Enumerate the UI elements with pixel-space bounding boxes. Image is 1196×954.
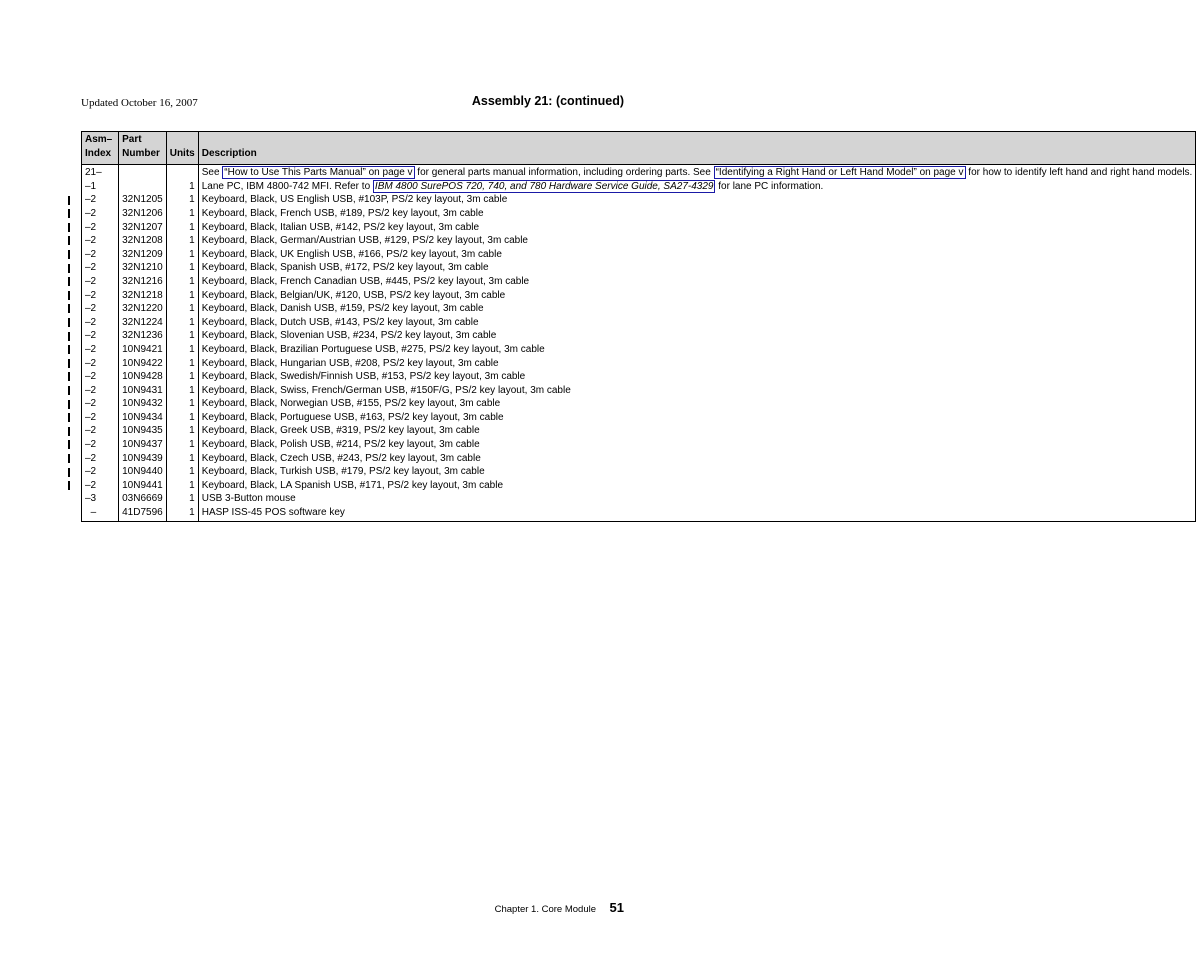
cell-desc: Keyboard, Black, US English USB, #103P, PS/2 key layout, 3m cable xyxy=(198,193,1196,207)
cell-units: 1 xyxy=(166,248,198,262)
revision-bar xyxy=(68,250,70,259)
revision-bar xyxy=(68,468,70,477)
table-row xyxy=(82,465,1196,479)
cell-asm: –2 xyxy=(82,343,119,357)
table-row xyxy=(82,234,1196,248)
table-header-row xyxy=(82,132,1196,165)
cell-asm: –2 xyxy=(82,316,119,330)
table-row xyxy=(82,289,1196,303)
cell-units: 1 xyxy=(166,329,198,343)
table-row xyxy=(82,302,1196,316)
table-row xyxy=(82,384,1196,398)
cell-units: 1 xyxy=(166,316,198,330)
cell-part: 32N1224 xyxy=(119,316,167,330)
header-asm-index: Asm– Index xyxy=(82,132,119,165)
cell-desc: Keyboard, Black, Belgian/UK, #120, USB, PS/2 key layout, 3m cable xyxy=(198,289,1196,303)
table-row xyxy=(82,492,1196,506)
cell-units: 1 xyxy=(166,424,198,438)
cell-desc: USB 3-Button mouse xyxy=(198,492,1196,506)
cell-desc: Keyboard, Black, LA Spanish USB, #171, PS/2 key layout, 3m cable xyxy=(198,479,1196,493)
cell-asm: –2 xyxy=(82,275,119,289)
table-row xyxy=(82,193,1196,207)
cell-units: 1 xyxy=(166,370,198,384)
cell-desc: Keyboard, Black, Greek USB, #319, PS/2 key layout, 3m cable xyxy=(198,424,1196,438)
cell-desc: Keyboard, Black, Swedish/Finnish USB, #153, PS/2 key layout, 3m cable xyxy=(198,370,1196,384)
revision-bar xyxy=(68,372,70,381)
cell-units: 1 xyxy=(166,506,198,521)
cell-asm: –2 xyxy=(82,452,119,466)
cell-part: 32N1216 xyxy=(119,275,167,289)
cell-part: 10N9439 xyxy=(119,452,167,466)
link-hardware-service-guide[interactable]: IBM 4800 SurePOS 720, 740, and 780 Hardware Service Guide, SA27-4329 xyxy=(374,180,714,192)
revision-bar xyxy=(68,291,70,300)
cell-units: 1 xyxy=(166,452,198,466)
cell-units: 1 xyxy=(166,207,198,221)
cell-asm: –2 xyxy=(82,302,119,316)
revision-bar xyxy=(68,332,70,341)
cell-desc: Keyboard, Black, Brazilian Portuguese USB, #275, PS/2 key layout, 3m cable xyxy=(198,343,1196,357)
cell-desc: Keyboard, Black, Hungarian USB, #208, PS/2 key layout, 3m cable xyxy=(198,357,1196,371)
cell-desc: Keyboard, Black, Spanish USB, #172, PS/2 key layout, 3m cable xyxy=(198,261,1196,275)
cell-part: 32N1220 xyxy=(119,302,167,316)
table-row xyxy=(82,479,1196,493)
cell-asm: –2 xyxy=(82,397,119,411)
cell-desc: Keyboard, Black, Portuguese USB, #163, PS/2 key layout, 3m cable xyxy=(198,411,1196,425)
cell-desc: Keyboard, Black, Polish USB, #214, PS/2 key layout, 3m cable xyxy=(198,438,1196,452)
cell-part: 10N9422 xyxy=(119,357,167,371)
cell-asm: –1 xyxy=(82,180,119,194)
table-row xyxy=(82,343,1196,357)
header-units: Units xyxy=(166,132,198,165)
header-description: Description xyxy=(198,132,1196,165)
cell-desc: Lane PC, IBM 4800-742 MFI. Refer to IBM 4800 SurePOS 720, 740, and 780 Hardware Service Guide, SA27-4329 for lane PC information. xyxy=(198,180,1196,194)
footer-chapter: Chapter 1. Core Module xyxy=(494,904,596,915)
cell-asm: –2 xyxy=(82,234,119,248)
cell-units: 1 xyxy=(166,302,198,316)
cell-units: 1 xyxy=(166,193,198,207)
header-part-number: Part Number xyxy=(119,132,167,165)
revision-bar xyxy=(68,209,70,218)
table-row xyxy=(82,248,1196,262)
cell-part: 03N6669 xyxy=(119,492,167,506)
cell-part: 32N1210 xyxy=(119,261,167,275)
cell-part xyxy=(119,165,167,180)
cell-part: 10N9428 xyxy=(119,370,167,384)
cell-part: 10N9440 xyxy=(119,465,167,479)
cell-desc: Keyboard, Black, French USB, #189, PS/2 key layout, 3m cable xyxy=(198,207,1196,221)
table-row xyxy=(82,329,1196,343)
cell-part: 10N9441 xyxy=(119,479,167,493)
cell-asm: –2 xyxy=(82,248,119,262)
cell-asm: – xyxy=(82,506,119,521)
cell-units: 1 xyxy=(166,343,198,357)
revision-bar xyxy=(68,413,70,422)
cell-part: 32N1205 xyxy=(119,193,167,207)
cell-desc: Keyboard, Black, Norwegian USB, #155, PS/2 key layout, 3m cable xyxy=(198,397,1196,411)
table-row xyxy=(82,397,1196,411)
cell-part: 10N9421 xyxy=(119,343,167,357)
cell-asm: –2 xyxy=(82,479,119,493)
cell-units: 1 xyxy=(166,465,198,479)
cell-asm: –2 xyxy=(82,221,119,235)
cell-part: 32N1218 xyxy=(119,289,167,303)
table-row xyxy=(82,357,1196,371)
cell-units: 1 xyxy=(166,275,198,289)
cell-units: 1 xyxy=(166,261,198,275)
revision-bar xyxy=(68,318,70,327)
cell-part: 32N1236 xyxy=(119,329,167,343)
cell-part: 10N9434 xyxy=(119,411,167,425)
table-row xyxy=(82,261,1196,275)
revision-bar xyxy=(68,427,70,436)
cell-part: 10N9435 xyxy=(119,424,167,438)
cell-desc: Keyboard, Black, German/Austrian USB, #129, PS/2 key layout, 3m cable xyxy=(198,234,1196,248)
revision-bar xyxy=(68,345,70,354)
revision-bar xyxy=(68,359,70,368)
table-row-lane-pc xyxy=(82,180,1196,194)
cell-desc: Keyboard, Black, Slovenian USB, #234, PS/2 key layout, 3m cable xyxy=(198,329,1196,343)
table-row xyxy=(82,207,1196,221)
cell-part: 41D7596 xyxy=(119,506,167,521)
link-right-left-hand[interactable]: “Identifying a Right Hand or Left Hand Model” on page v xyxy=(715,167,964,179)
table-row xyxy=(82,424,1196,438)
cell-desc: Keyboard, Black, Czech USB, #243, PS/2 key layout, 3m cable xyxy=(198,452,1196,466)
table-row xyxy=(82,370,1196,384)
table-row xyxy=(82,316,1196,330)
revision-bar xyxy=(68,440,70,449)
cell-asm: –2 xyxy=(82,411,119,425)
updated-date: Updated October 16, 2007 xyxy=(81,97,198,109)
cell-units: 1 xyxy=(166,492,198,506)
cell-part: 32N1209 xyxy=(119,248,167,262)
revision-bar xyxy=(68,277,70,286)
revision-bar xyxy=(68,196,70,205)
cell-units: 1 xyxy=(166,411,198,425)
cell-asm: –2 xyxy=(82,424,119,438)
section-title: Assembly 21: (continued) xyxy=(471,94,624,108)
cell-units: 1 xyxy=(166,384,198,398)
cell-asm: –2 xyxy=(82,384,119,398)
cell-units xyxy=(166,165,198,180)
cell-asm: 21– xyxy=(82,165,119,180)
table-row-intro xyxy=(82,165,1196,180)
cell-part xyxy=(119,180,167,194)
cell-asm: –2 xyxy=(82,438,119,452)
cell-part: 32N1206 xyxy=(119,207,167,221)
table-row xyxy=(82,411,1196,425)
table-row xyxy=(82,452,1196,466)
cell-units: 1 xyxy=(166,289,198,303)
cell-desc: HASP ISS-45 POS software key xyxy=(198,506,1196,521)
cell-asm: –2 xyxy=(82,261,119,275)
revision-bar xyxy=(68,264,70,273)
cell-units: 1 xyxy=(166,479,198,493)
revision-bar xyxy=(68,400,70,409)
cell-asm: –2 xyxy=(82,329,119,343)
link-parts-manual[interactable]: “How to Use This Parts Manual” on page v xyxy=(224,167,413,179)
cell-desc: Keyboard, Black, Italian USB, #142, PS/2 key layout, 3m cable xyxy=(198,221,1196,235)
cell-part: 10N9437 xyxy=(119,438,167,452)
table-row xyxy=(82,221,1196,235)
cell-part: 10N9432 xyxy=(119,397,167,411)
revision-bar xyxy=(68,386,70,395)
revision-bar xyxy=(68,304,70,313)
cell-asm: –2 xyxy=(82,289,119,303)
page-number: 51 xyxy=(609,900,624,915)
cell-desc: Keyboard, Black, Dutch USB, #143, PS/2 key layout, 3m cable xyxy=(198,316,1196,330)
cell-asm: –2 xyxy=(82,370,119,384)
cell-asm: –2 xyxy=(82,193,119,207)
cell-part: 32N1208 xyxy=(119,234,167,248)
cell-desc: Keyboard, Black, Danish USB, #159, PS/2 key layout, 3m cable xyxy=(198,302,1196,316)
revision-bar xyxy=(68,481,70,490)
revision-bar xyxy=(68,236,70,245)
cell-units: 1 xyxy=(166,397,198,411)
cell-part: 32N1207 xyxy=(119,221,167,235)
table-row xyxy=(82,275,1196,289)
cell-units: 1 xyxy=(166,357,198,371)
cell-units: 1 xyxy=(166,438,198,452)
parts-table xyxy=(81,131,1196,522)
cell-asm: –2 xyxy=(82,465,119,479)
table-row xyxy=(82,506,1196,521)
cell-asm: –2 xyxy=(82,357,119,371)
revision-bar xyxy=(68,223,70,232)
table-row xyxy=(82,438,1196,452)
cell-units: 1 xyxy=(166,180,198,194)
cell-asm: –2 xyxy=(82,207,119,221)
cell-desc: See “How to Use This Parts Manual” on page v for general parts manual information, including ordering parts. See “Identifying a Right Hand or Left Hand Model” on page v for how to identify left hand and right hand models. xyxy=(198,165,1196,180)
cell-units: 1 xyxy=(166,234,198,248)
cell-desc: Keyboard, Black, Swiss, French/German USB, #150F/G, PS/2 key layout, 3m cable xyxy=(198,384,1196,398)
cell-desc: Keyboard, Black, French Canadian USB, #445, PS/2 key layout, 3m cable xyxy=(198,275,1196,289)
cell-desc: Keyboard, Black, UK English USB, #166, PS/2 key layout, 3m cable xyxy=(198,248,1196,262)
revision-bar xyxy=(68,454,70,463)
cell-part: 10N9431 xyxy=(119,384,167,398)
cell-units: 1 xyxy=(166,221,198,235)
cell-desc: Keyboard, Black, Turkish USB, #179, PS/2 key layout, 3m cable xyxy=(198,465,1196,479)
cell-asm: –3 xyxy=(82,492,119,506)
